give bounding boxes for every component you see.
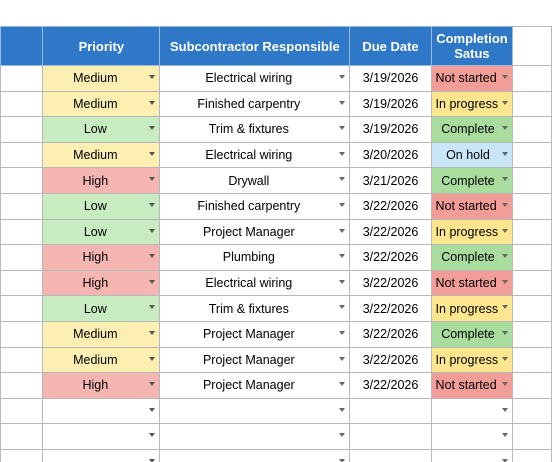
- table-row: [1, 373, 552, 399]
- table-row: [1, 66, 552, 92]
- priority-dropdown[interactable]: [43, 117, 160, 143]
- due-date-value: 3/22/2026: [362, 378, 419, 393]
- chevron-down-icon[interactable]: [149, 305, 155, 309]
- due-date-cell[interactable]: [350, 347, 431, 373]
- chevron-down-icon[interactable]: [149, 433, 155, 437]
- status-dropdown[interactable]: [431, 168, 513, 194]
- due-date-cell[interactable]: [350, 193, 431, 219]
- table-row: [1, 245, 552, 271]
- priority-value: Low: [83, 301, 107, 316]
- chevron-down-icon[interactable]: [339, 357, 345, 361]
- priority-dropdown[interactable]: [43, 270, 160, 296]
- row-overflow-cell[interactable]: [513, 424, 552, 450]
- subcontractor-dropdown[interactable]: [160, 142, 350, 168]
- chevron-down-icon[interactable]: [502, 152, 508, 156]
- due-date-value: 3/22/2026: [362, 199, 419, 214]
- row-blank-cell[interactable]: [1, 193, 43, 219]
- status-dropdown[interactable]: [431, 373, 513, 399]
- row-overflow-cell[interactable]: [513, 219, 552, 245]
- status-value: In progress: [435, 96, 499, 111]
- status-dropdown[interactable]: [431, 142, 513, 168]
- chevron-down-icon[interactable]: [339, 126, 345, 130]
- priority-value: Medium: [73, 327, 118, 342]
- row-blank-cell[interactable]: [1, 245, 43, 271]
- due-date-cell[interactable]: [350, 424, 431, 450]
- row-blank-cell[interactable]: [1, 91, 43, 117]
- subcontractor-value: Electrical wiring: [205, 148, 293, 163]
- table-row: [1, 347, 552, 373]
- status-value: Complete: [441, 173, 495, 188]
- priority-dropdown[interactable]: [43, 91, 160, 117]
- subcontractor-dropdown[interactable]: [160, 296, 350, 322]
- row-blank-cell[interactable]: [1, 296, 43, 322]
- status-value: In progress: [435, 352, 499, 367]
- header-row: [1, 27, 552, 66]
- status-dropdown[interactable]: [431, 321, 513, 347]
- table-row: [1, 270, 552, 296]
- status-value: Complete: [441, 250, 495, 265]
- chevron-down-icon[interactable]: [149, 152, 155, 156]
- chevron-down-icon[interactable]: [149, 331, 155, 335]
- subcontractor-dropdown[interactable]: [160, 219, 350, 245]
- priority-dropdown[interactable]: [43, 142, 160, 168]
- subcontractor-dropdown[interactable]: [160, 398, 350, 424]
- subcontractor-value: Finished carpentry: [197, 96, 301, 111]
- priority-value: High: [82, 276, 109, 291]
- due-date-value: 3/22/2026: [362, 276, 419, 291]
- table-row: [1, 168, 552, 194]
- due-date-cell[interactable]: [350, 398, 431, 424]
- table-row: [1, 424, 552, 450]
- row-blank-cell[interactable]: [1, 321, 43, 347]
- status-dropdown[interactable]: [431, 193, 513, 219]
- status-dropdown[interactable]: [431, 117, 513, 143]
- priority-dropdown[interactable]: [43, 66, 160, 92]
- subcontractor-value: Electrical wiring: [205, 276, 293, 291]
- chevron-down-icon[interactable]: [502, 203, 508, 207]
- subcontractor-value: Plumbing: [222, 250, 275, 265]
- priority-value: Low: [83, 224, 107, 239]
- row-blank-cell[interactable]: [1, 373, 43, 399]
- subcontractor-dropdown[interactable]: [160, 245, 350, 271]
- chevron-down-icon[interactable]: [502, 101, 508, 105]
- row-overflow-cell[interactable]: [513, 321, 552, 347]
- priority-dropdown[interactable]: [43, 449, 160, 462]
- chevron-down-icon[interactable]: [149, 177, 155, 181]
- due-date-cell[interactable]: [350, 66, 431, 92]
- due-date-value: 3/22/2026: [362, 250, 419, 265]
- priority-value: Low: [83, 122, 107, 137]
- chevron-down-icon[interactable]: [502, 357, 508, 361]
- row-overflow-cell[interactable]: [513, 66, 552, 92]
- chevron-down-icon[interactable]: [502, 408, 508, 412]
- status-value: Not started: [435, 276, 497, 291]
- chevron-down-icon[interactable]: [149, 280, 155, 284]
- priority-dropdown[interactable]: [43, 424, 160, 450]
- priority-dropdown[interactable]: [43, 347, 160, 373]
- subcontractor-value: Project Manager: [202, 352, 295, 367]
- table-row: [1, 193, 552, 219]
- chevron-down-icon[interactable]: [339, 382, 345, 386]
- due-date-value: 3/19/2026: [362, 122, 419, 137]
- status-value: Not started: [435, 71, 497, 86]
- status-dropdown[interactable]: [431, 296, 513, 322]
- priority-value: High: [82, 250, 109, 265]
- subcontractor-value: Finished carpentry: [197, 199, 301, 214]
- header-completion-status[interactable]: Completion Satus: [431, 27, 513, 66]
- status-value: Complete: [441, 327, 495, 342]
- priority-dropdown[interactable]: [43, 296, 160, 322]
- priority-value: Medium: [73, 96, 118, 111]
- chevron-down-icon[interactable]: [502, 229, 508, 233]
- subcontractor-value: Trim & fixtures: [208, 122, 289, 137]
- subcontractor-value: Trim & fixtures: [208, 301, 289, 316]
- subcontractor-dropdown[interactable]: [160, 66, 350, 92]
- row-overflow-cell[interactable]: [513, 449, 552, 462]
- subcontractor-value: Project Manager: [202, 224, 295, 239]
- chevron-down-icon[interactable]: [502, 433, 508, 437]
- subcontractor-dropdown[interactable]: [160, 424, 350, 450]
- chevron-down-icon[interactable]: [149, 254, 155, 258]
- row-blank-cell[interactable]: [1, 219, 43, 245]
- row-overflow-cell[interactable]: [513, 347, 552, 373]
- header-priority[interactable]: Priority: [43, 27, 160, 66]
- row-blank-cell[interactable]: [1, 398, 43, 424]
- due-date-cell[interactable]: [350, 245, 431, 271]
- due-date-cell[interactable]: [350, 142, 431, 168]
- chevron-down-icon[interactable]: [502, 305, 508, 309]
- due-date-value: 3/19/2026: [362, 96, 419, 111]
- chevron-down-icon[interactable]: [149, 126, 155, 130]
- chevron-down-icon[interactable]: [339, 152, 345, 156]
- table-row: [1, 398, 552, 424]
- table-row: [1, 296, 552, 322]
- priority-dropdown[interactable]: [43, 321, 160, 347]
- row-overflow-cell[interactable]: [513, 117, 552, 143]
- chevron-down-icon[interactable]: [339, 75, 345, 79]
- top-border-area: [0, 0, 552, 26]
- status-dropdown[interactable]: [431, 347, 513, 373]
- chevron-down-icon[interactable]: [339, 331, 345, 335]
- subcontractor-dropdown[interactable]: [160, 373, 350, 399]
- chevron-down-icon[interactable]: [339, 254, 345, 258]
- subcontractor-value: Electrical wiring: [205, 71, 293, 86]
- status-dropdown[interactable]: [431, 270, 513, 296]
- table-row: [1, 321, 552, 347]
- table-row: [1, 117, 552, 143]
- due-date-cell[interactable]: [350, 373, 431, 399]
- subcontractor-dropdown[interactable]: [160, 168, 350, 194]
- due-date-value: 3/22/2026: [362, 327, 419, 342]
- priority-value: High: [82, 173, 109, 188]
- row-overflow-cell[interactable]: [513, 296, 552, 322]
- row-blank-cell[interactable]: [1, 117, 43, 143]
- chevron-down-icon[interactable]: [339, 433, 345, 437]
- row-blank-cell[interactable]: [1, 449, 43, 462]
- priority-dropdown[interactable]: [43, 398, 160, 424]
- table-row: [1, 142, 552, 168]
- priority-dropdown[interactable]: [43, 245, 160, 271]
- chevron-down-icon[interactable]: [502, 280, 508, 284]
- chevron-down-icon[interactable]: [339, 203, 345, 207]
- priority-dropdown[interactable]: [43, 219, 160, 245]
- due-date-value: 3/20/2026: [362, 148, 419, 163]
- due-date-cell[interactable]: [350, 117, 431, 143]
- due-date-value: 3/19/2026: [362, 71, 419, 86]
- row-blank-cell[interactable]: [1, 168, 43, 194]
- due-date-value: 3/22/2026: [362, 224, 419, 239]
- status-dropdown[interactable]: [431, 66, 513, 92]
- chevron-down-icon[interactable]: [502, 382, 508, 386]
- row-overflow-cell[interactable]: [513, 91, 552, 117]
- due-date-value: 3/22/2026: [362, 352, 419, 367]
- header-subcontractor[interactable]: Subcontractor Responsible: [160, 27, 350, 66]
- task-table: [0, 26, 552, 462]
- priority-dropdown[interactable]: [43, 193, 160, 219]
- row-blank-cell[interactable]: [1, 424, 43, 450]
- table-row: [1, 449, 552, 462]
- due-date-cell[interactable]: [350, 270, 431, 296]
- chevron-down-icon[interactable]: [339, 177, 345, 181]
- status-value: In progress: [435, 224, 499, 239]
- subcontractor-dropdown[interactable]: [160, 449, 350, 462]
- due-date-cell[interactable]: [350, 168, 431, 194]
- row-overflow-cell[interactable]: [513, 168, 552, 194]
- subcontractor-dropdown[interactable]: [160, 321, 350, 347]
- chevron-down-icon[interactable]: [502, 75, 508, 79]
- table-row: [1, 91, 552, 117]
- due-date-cell[interactable]: [350, 321, 431, 347]
- chevron-down-icon[interactable]: [502, 177, 508, 181]
- chevron-down-icon[interactable]: [339, 280, 345, 284]
- chevron-down-icon[interactable]: [149, 229, 155, 233]
- row-blank-cell[interactable]: [1, 66, 43, 92]
- table-body: [1, 66, 552, 462]
- status-dropdown[interactable]: [431, 398, 513, 424]
- chevron-down-icon[interactable]: [339, 229, 345, 233]
- row-blank-cell[interactable]: [1, 347, 43, 373]
- status-value: On hold: [446, 148, 490, 163]
- status-value: Not started: [435, 378, 497, 393]
- status-value: In progress: [435, 301, 499, 316]
- row-blank-cell[interactable]: [1, 270, 43, 296]
- row-overflow-cell[interactable]: [513, 373, 552, 399]
- due-date-cell[interactable]: [350, 296, 431, 322]
- row-overflow-cell[interactable]: [513, 193, 552, 219]
- chevron-down-icon[interactable]: [502, 254, 508, 258]
- row-overflow-cell[interactable]: [513, 270, 552, 296]
- priority-value: Low: [83, 199, 107, 214]
- chevron-down-icon[interactable]: [502, 126, 508, 130]
- chevron-down-icon[interactable]: [149, 382, 155, 386]
- header-due-date[interactable]: Due Date: [350, 27, 431, 66]
- subcontractor-dropdown[interactable]: [160, 347, 350, 373]
- header-blank-cell[interactable]: [1, 27, 43, 66]
- priority-dropdown[interactable]: [43, 373, 160, 399]
- status-dropdown[interactable]: [431, 245, 513, 271]
- chevron-down-icon[interactable]: [149, 203, 155, 207]
- chevron-down-icon[interactable]: [149, 357, 155, 361]
- priority-value: Medium: [73, 148, 118, 163]
- row-overflow-cell[interactable]: [513, 245, 552, 271]
- due-date-cell[interactable]: [350, 219, 431, 245]
- due-date-cell[interactable]: [350, 91, 431, 117]
- status-dropdown[interactable]: [431, 449, 513, 462]
- subcontractor-value: Project Manager: [202, 378, 295, 393]
- subcontractor-value: Project Manager: [202, 327, 295, 342]
- header-overflow-cell[interactable]: [513, 27, 552, 66]
- due-date-cell[interactable]: [350, 449, 431, 462]
- subcontractor-dropdown[interactable]: [160, 193, 350, 219]
- row-overflow-cell[interactable]: [513, 398, 552, 424]
- chevron-down-icon[interactable]: [149, 75, 155, 79]
- chevron-down-icon[interactable]: [149, 101, 155, 105]
- row-overflow-cell[interactable]: [513, 142, 552, 168]
- subcontractor-dropdown[interactable]: [160, 117, 350, 143]
- subcontractor-value: Drywall: [228, 173, 270, 188]
- chevron-down-icon[interactable]: [149, 408, 155, 412]
- priority-dropdown[interactable]: [43, 168, 160, 194]
- priority-value: Medium: [73, 352, 118, 367]
- status-dropdown[interactable]: [431, 219, 513, 245]
- due-date-value: 3/22/2026: [362, 301, 419, 316]
- subcontractor-dropdown[interactable]: [160, 270, 350, 296]
- priority-value: High: [82, 378, 109, 393]
- row-blank-cell[interactable]: [1, 142, 43, 168]
- table-row: [1, 219, 552, 245]
- chevron-down-icon[interactable]: [502, 331, 508, 335]
- chevron-down-icon[interactable]: [339, 305, 345, 309]
- due-date-value: 3/21/2026: [362, 173, 419, 188]
- status-value: Complete: [441, 122, 495, 137]
- priority-value: Medium: [73, 71, 118, 86]
- status-value: Not started: [435, 199, 497, 214]
- chevron-down-icon[interactable]: [339, 408, 345, 412]
- chevron-down-icon[interactable]: [339, 101, 345, 105]
- subcontractor-dropdown[interactable]: [160, 91, 350, 117]
- status-dropdown[interactable]: [431, 424, 513, 450]
- status-dropdown[interactable]: [431, 91, 513, 117]
